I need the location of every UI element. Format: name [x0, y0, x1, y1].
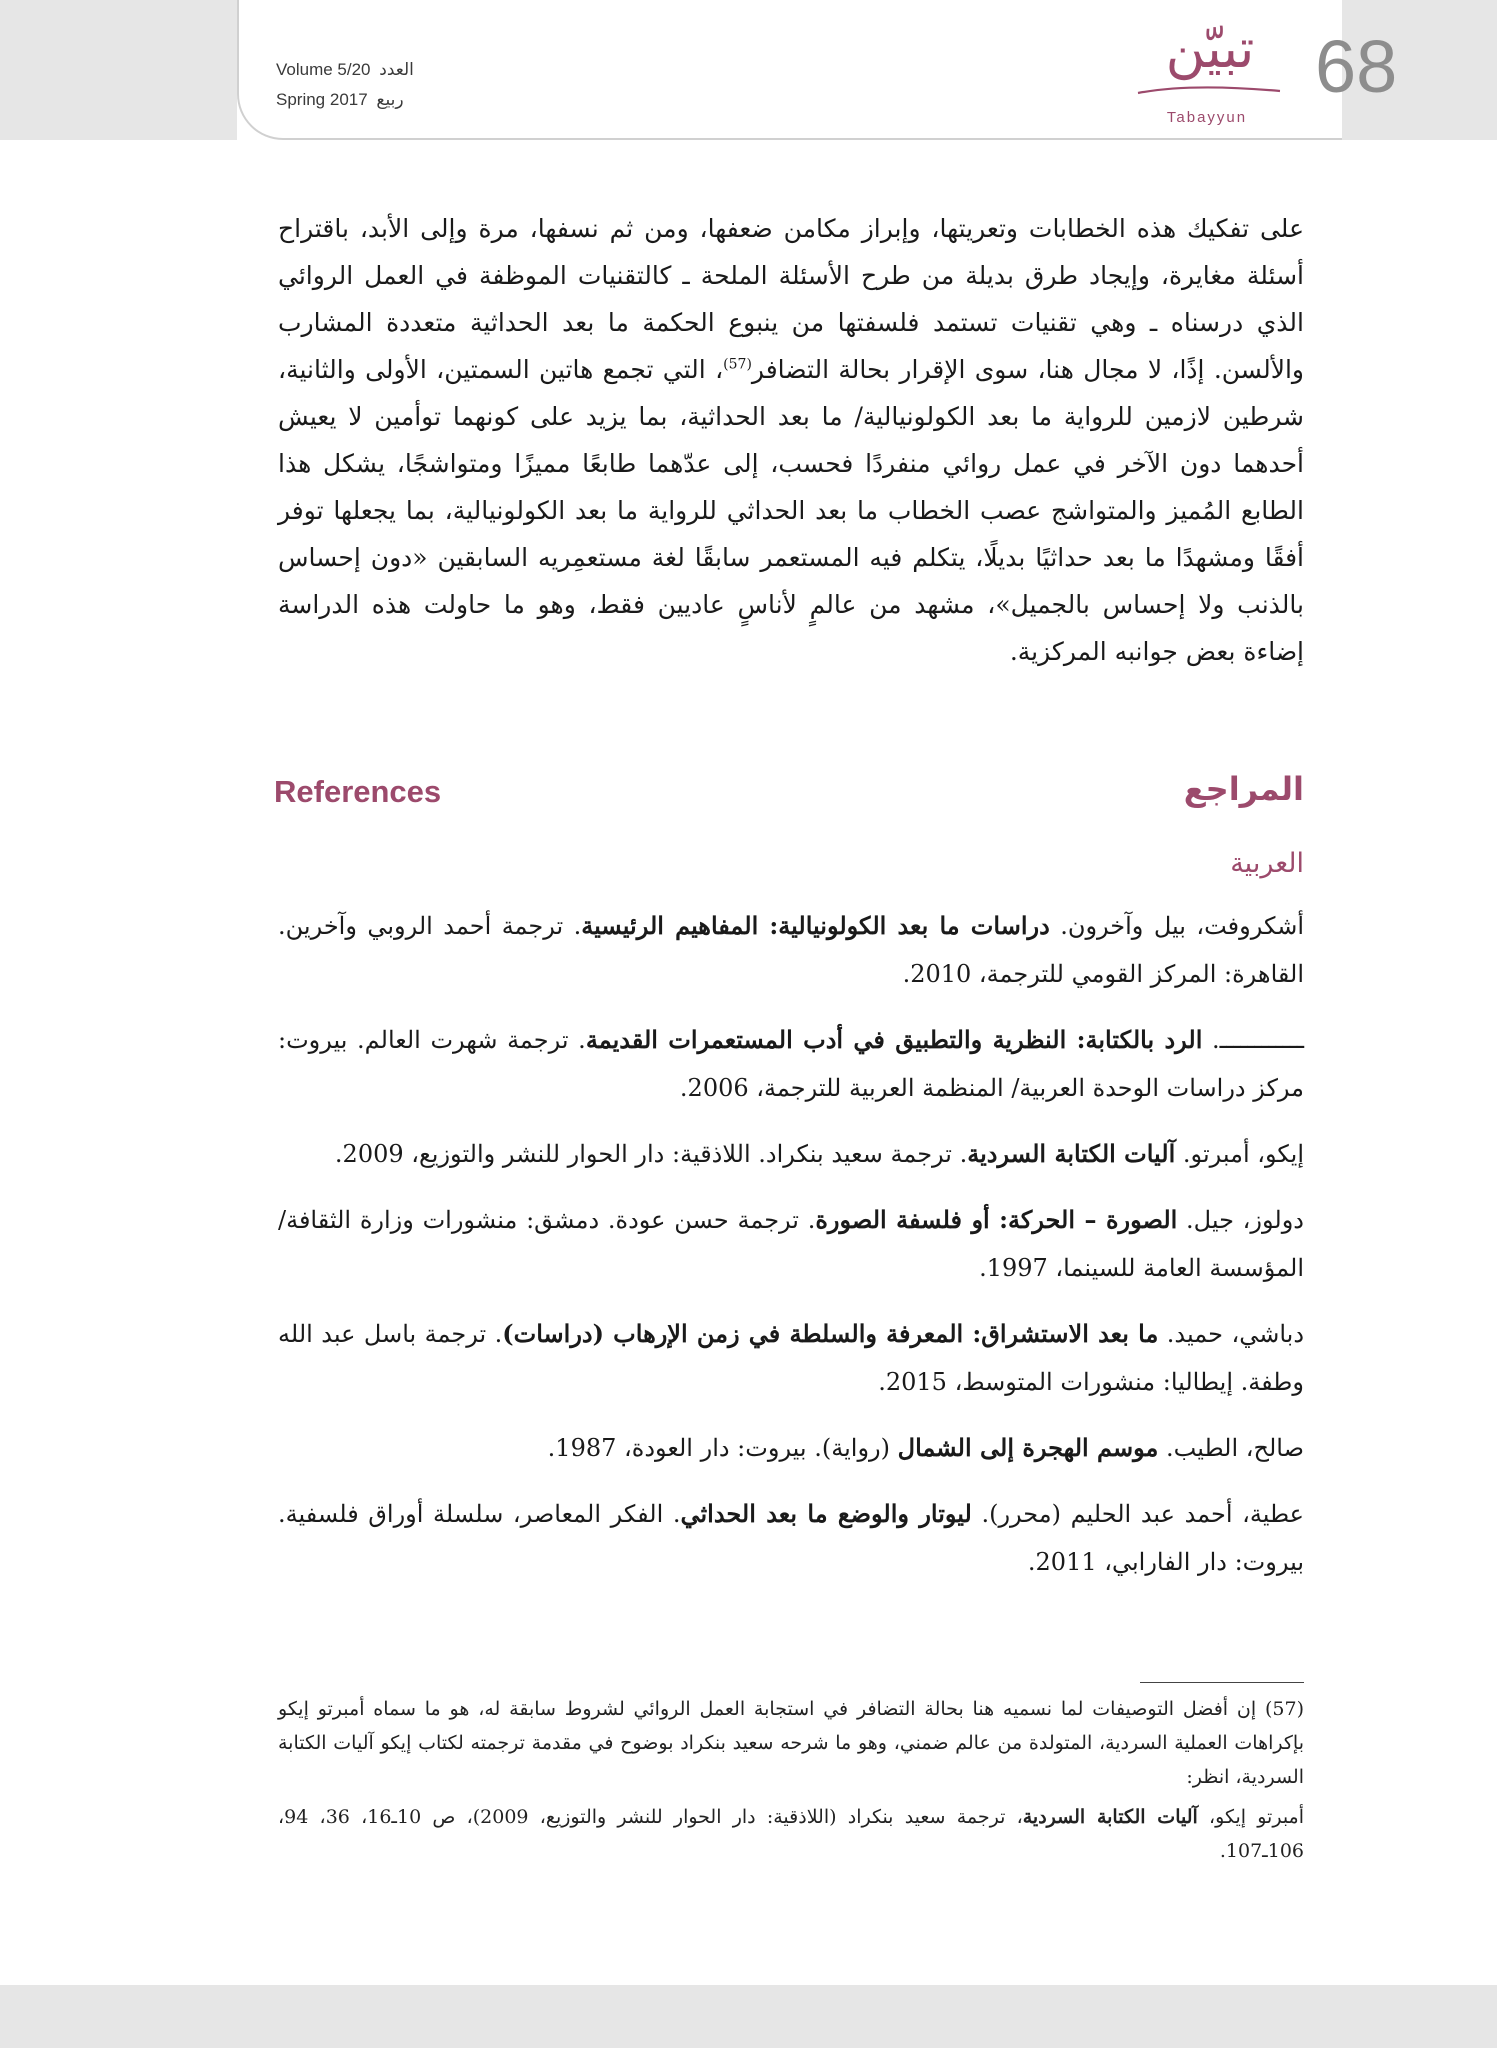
reference-details: . ترجمة أحمد الروبي وآخرين. القاهرة: المركز القومي للترجمة، 2010. [278, 912, 1304, 988]
reference-details: . ترجمة حسن عودة. دمشق: منشورات وزارة الثقافة/ المؤسسة العامة للسينما، 1997. [278, 1206, 1304, 1282]
page-number: 68 [1315, 25, 1398, 108]
volume-label-arabic: العدد [379, 60, 414, 80]
reference-title: الصورة – الحركة: أو فلسفة الصورة [815, 1205, 1178, 1234]
reference-author: إيكو، أمبرتو. [1175, 1140, 1304, 1168]
body-text-part1: على تفكيك هذه الخطابات وتعريتها، وإبراز مكامن ضعفها، ومن ثم نسفها، مرة وإلى الأبد، باقتراح أسئلة مغايرة، وإيجاد طرق بديلة من طرح الأسئلة الملحة ـ كالتقنيات الموظفة في العمل الروائي الذي درسناه ـ وهي تقنيات تستمد فلسفتها من ينبوع الحكمة ما بعد الحداثية متعددة المشارب والألسن. إذًا، لا مجال هنا، سوى الإقرار بحالة التضافر [278, 214, 1304, 384]
references-title-english: References [274, 774, 442, 809]
reference-item [278, 1016, 1304, 1112]
reference-details: . ترجمة سعيد بنكراد. اللاذقية: دار الحوار للنشر والتوزيع، 2009. [334, 1140, 968, 1168]
reference-title: ليوتار والوضع ما بعد الحداثي [680, 1499, 972, 1528]
footnote-number: (57) [1264, 1698, 1304, 1720]
footnote [278, 1692, 1304, 1874]
references-list [278, 902, 1304, 1604]
reference-details: . الفكر المعاصر، سلسلة أوراق فلسفية. بيروت: دار الفارابي، 2011. [278, 1500, 1304, 1576]
reference-item [278, 1310, 1304, 1406]
footnote-reference[interactable]: (57) [723, 356, 752, 373]
footnote-cite-details: ، ترجمة سعيد بنكراد (اللاذقية: دار الحوار للنشر والتوزيع، 2009)، ص 10ـ16، 36، 94، 106ـ107. [278, 1806, 1304, 1862]
reference-details: . ترجمة باسل عبد الله وطفة. إيطاليا: منشورات المتوسط، 2015. [278, 1320, 1304, 1396]
footnote-text [278, 1692, 1304, 1794]
reference-item [278, 1196, 1304, 1292]
reference-title: موسم الهجرة إلى الشمال [897, 1433, 1159, 1462]
reference-author: دولوز، جيل. [1177, 1206, 1304, 1234]
volume-label: Volume 5/20 [276, 60, 371, 79]
volume-line [276, 60, 414, 80]
footnote-body: إن أفضل التوصيفات لما نسميه هنا بحالة التضافر في استجابة العمل الروائي لشروط سابقة له، هو ما سماه أمبرتو إيكو بإكراهات العملية السردية، المتولدة من عالم ضمني، وهو ما شرحه سعيد بنكراد بوضوح في مقدمة ترجمته لكتاب إيكو آليات الكتابة السردية، انظر: [278, 1698, 1304, 1788]
reference-item [278, 902, 1304, 998]
reference-title: دراسات ما بعد الكولونيالية: المفاهيم الرئيسية [581, 911, 1050, 940]
footnote-cite-author: أمبرتو إيكو، [1197, 1806, 1305, 1828]
journal-logo: تبيّن [1165, 17, 1255, 80]
footnote-citation [278, 1800, 1304, 1868]
references-subheading: العربية [1230, 848, 1304, 879]
reference-author: أشكروفت، بيل وآخرون. [1049, 912, 1305, 940]
reference-item [278, 1490, 1304, 1586]
reference-author: دباشي، حميد. [1158, 1320, 1305, 1348]
reference-details: . ترجمة شهرت العالم. بيروت: مركز دراسات الوحدة العربية/ المنظمة العربية للترجمة، 2006. [278, 1026, 1304, 1102]
footer-band [0, 1985, 1497, 2048]
logo-swash-icon [1134, 84, 1284, 98]
season-line [276, 90, 404, 110]
body-paragraph [278, 205, 1304, 675]
reference-item [278, 1130, 1304, 1178]
reference-author: ــــــــــــ. [1202, 1026, 1305, 1054]
reference-title: آليات الكتابة السردية [967, 1139, 1176, 1168]
references-title-arabic: المراجع [1183, 770, 1304, 808]
season-label: Spring 2017 [276, 90, 368, 109]
body-text-part2: ، التي تجمع هاتين السمتين، الأولى والثانية، شرطين لازمين للرواية ما بعد الكولونيالية/ ما بعد الحداثية، بما يزيد على كونهما توأمين لا يعيش أحدهما دون الآخر في عمل روائي منفردًا فحسب، إلى عدّهما طابعًا مميزًا ومتواشجًا، يشكل هذا الطابع المُميز والمتواشج عصب الخطاب ما بعد الحداثي للرواية ما بعد الكولونيالية، بما يجعلها توفر أفقًا ومشهدًا ما بعد حداثيًا بديلًا، يتكلم فيه المستعمر سابقًا لغة مستعمِريه السابقين «دون إحساس بالذنب ولا إحساس بالجميل»، مشهد من عالمٍ لأناسٍ عاديين فقط، وهو ما حاولت هذه الدراسة إضاءة بعض جوانبه المركزية. [278, 355, 1304, 666]
footnote-cite-title: آليات الكتابة السردية [1022, 1806, 1198, 1828]
reference-item [278, 1424, 1304, 1472]
reference-details: (رواية). بيروت: دار العودة، 1987. [547, 1434, 898, 1462]
reference-author: عطية، أحمد عبد الحليم (محرر). [971, 1500, 1305, 1528]
season-label-arabic: ربيع [376, 90, 404, 110]
footnote-divider [1140, 1682, 1304, 1683]
header-background-left [0, 0, 237, 140]
header-separator [1300, 0, 1302, 128]
reference-author: صالح، الطيب. [1158, 1434, 1304, 1462]
reference-title: الرد بالكتابة: النظرية والتطبيق في أدب المستعمرات القديمة [585, 1025, 1203, 1054]
reference-title: ما بعد الاستشراق: المعرفة والسلطة في زمن الإرهاب (دراسات) [502, 1319, 1159, 1348]
journal-logo-english: Tabayyun [1166, 109, 1248, 126]
